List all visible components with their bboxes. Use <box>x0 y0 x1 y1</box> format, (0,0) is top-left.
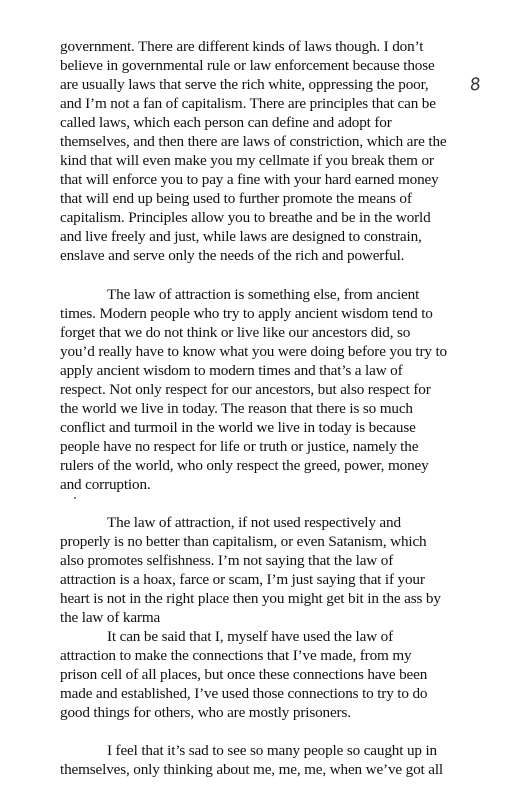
text-line: the world we live in today. The reason that there is so much <box>60 400 413 417</box>
text-line: themselves, only thinking about me, me, me, when we’ve got all <box>60 761 443 778</box>
text-line: conflict and turmoil in the world we live in today is because <box>60 419 416 436</box>
text-line: people have no respect for life or truth or justice, namely the <box>60 438 419 455</box>
text-line: called laws, which each person can define and adopt for <box>60 114 392 131</box>
paragraph-first-line: The law of attraction is something else, from ancient <box>107 286 420 303</box>
text-line: apply ancient wisdom to modern times and that’s a law of <box>60 362 403 379</box>
handwritten-page-number: 8 <box>468 74 483 96</box>
text-line: believe in governmental rule or law enforcement because those <box>60 57 435 74</box>
text-line: capitalism. Principles allow you to breathe and be in the world <box>60 209 431 226</box>
text-line: that will end up being used to further promote the means of <box>60 190 412 207</box>
paragraph-first-line: I feel that it’s sad to see so many people so caught up in <box>107 742 437 759</box>
text-line: heart is not in the right place then you might get bit in the ass by <box>60 590 441 607</box>
text-line: themselves, and then there are laws of constriction, which are the <box>60 133 447 150</box>
text-line: government. There are different kinds of laws though. I don’t <box>60 38 424 55</box>
text-line: good things for others, who are mostly prisoners. <box>60 704 351 721</box>
paragraph-first-line: It can be said that I, myself have used the law of <box>107 628 394 645</box>
text-line: enslave and serve only the needs of the rich and powerful. <box>60 247 405 264</box>
text-line: times. Modern people who try to apply ancient wisdom tend to <box>60 305 433 322</box>
text-line: you’d really have to know what you were doing before you try to <box>60 343 448 360</box>
text-line: forget that we do not think or live like our ancestors did, so <box>60 324 411 341</box>
text-line: attraction is a hoax, farce or scam, I’m just saying that if your <box>60 571 425 588</box>
text-line: attraction to make the connections that I’ve made, from my <box>60 647 412 664</box>
paragraph-first-line: The law of attraction, if not used respectively and <box>107 514 401 531</box>
text-line: also promotes selfishness. I’m not saying that the law of <box>60 552 394 569</box>
text-line: that will enforce you to pay a fine with your hard earned money <box>60 171 439 188</box>
text-line: properly is no better than capitalism, or even Satanism, which <box>60 533 427 550</box>
text-line: prison cell of all places, but once these connections have been <box>60 666 428 683</box>
text-line: are usually laws that serve the rich white, oppressing the poor, <box>60 76 429 93</box>
text-line: and I’m not a fan of capitalism. There are principles that can be <box>60 95 436 112</box>
text-line: and corruption. <box>60 476 151 493</box>
text-line: rulers of the world, who only respect the greed, power, money <box>60 457 429 474</box>
text-line: made and established, I’ve used those connections to try to do <box>60 685 428 702</box>
text-line: kind that will even make you my cellmate if you break them or <box>60 152 434 169</box>
scan-speck <box>74 497 76 499</box>
text-line: and live freely and just, while laws are designed to constrain, <box>60 228 422 245</box>
text-line: respect. Not only respect for our ancestors, but also respect for <box>60 381 431 398</box>
text-line: the law of karma <box>60 609 161 626</box>
